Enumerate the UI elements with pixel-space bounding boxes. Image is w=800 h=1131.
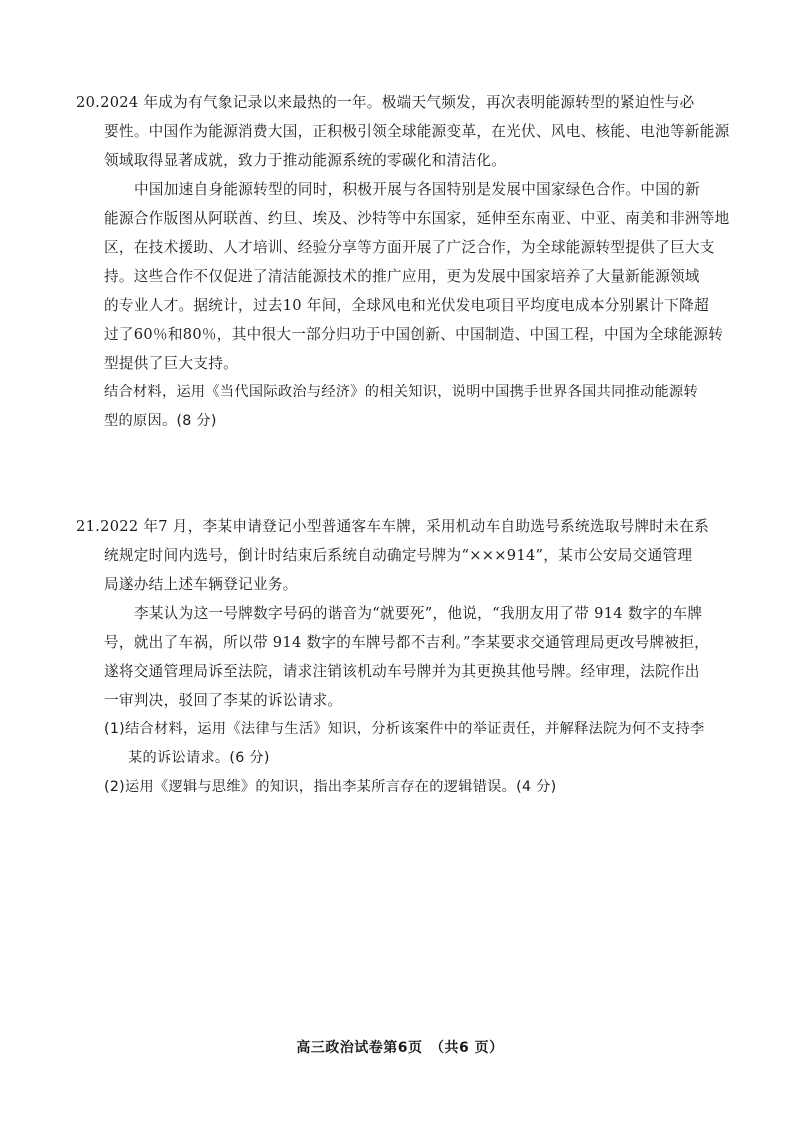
- q20-line-9: 过了60％和80％，其中很大一部分归功于中国创新、中国制造、中国工程，中国为全球能源转: [104, 326, 724, 343]
- q21-sub1-line-2: 某的诉讼请求。(6 分): [128, 750, 270, 766]
- q21-line-2: 统规定时间内选号，倒计时结束后系统自动确定号牌为“×××914”，某市公安局交通管理: [104, 547, 693, 564]
- question-20: [76, 88, 730, 436]
- q21-line-3: 局遂办结上述车辆登记业务。: [104, 576, 298, 593]
- q20-line-1: 20.2024 年成为有气象记录以来最热的一年。极端天气频发，再次表明能源转型的紧迫性与必: [76, 88, 724, 117]
- q21-line-5: 号，就出了车祸，所以带 914 数字的车牌号都不吉利。”李某要求交通管理局更改号牌被拒，: [104, 634, 710, 651]
- q20-line-6: 区，在技术援助、人才培训、经验分享等方面开展了广泛合作，为全球能源转型提供了巨大支: [104, 239, 715, 256]
- q21-line-4: 李某认为这一号牌数字号码的谐音为“就要死”，他说，“我朋友用了带 914 数字的车牌: [134, 605, 703, 622]
- q21-line-6: 遂将交通管理局诉至法院，请求注销该机动车号牌并为其更换其他号牌。经审理，法院作出: [104, 663, 700, 680]
- q20-line-7: 持。这些合作不仅促进了清洁能源技术的推广应用，更为发展中国家培养了大量新能源领域: [104, 268, 700, 285]
- q21-line-7: 一审判决，驳回了李某的诉讼请求。: [104, 692, 343, 709]
- q20-line-5: 能源合作版图从阿联酋、约旦、埃及、沙特等中东国家，延伸至东南亚、中亚、南美和非洲等地: [104, 210, 730, 227]
- q20-line-10: 型提供了巨大支持。: [104, 355, 239, 372]
- q20-line-3: 领域取得显著成就，致力于推动能源系统的零碳化和清洁化。: [104, 152, 507, 169]
- question-21: [76, 512, 724, 802]
- q20-line-2: 要性。中国作为能源消费大国，正积极引领全球能源变革，在光伏、风电、核能、电池等新能源: [104, 123, 730, 140]
- q20-line-4: 中国加速自身能源转型的同时，积极开展与各国特别是发展中国家绿色合作。中国的新: [134, 181, 700, 198]
- q21-sub1-line-1: (1)结合材料，运用《法律与生活》知识，分析该案件中的举证责任，并解释法院为何不支持李: [104, 721, 705, 737]
- q21-number: 21.: [76, 518, 101, 535]
- q20-line-8: 的专业人才。据统计，过去10 年间，全球风电和光伏发电项目平均度电成本分别累计下降超: [104, 297, 709, 314]
- q20-question-line-1: 结合材料，运用《当代国际政治与经济》的相关知识，说明中国携手世界各国共同推动能源转: [104, 384, 698, 400]
- q21-sub2: (2)运用《逻辑与思维》的知识，指出李某所言存在的逻辑错误。(4 分): [104, 779, 557, 795]
- q21-line-1: 21.2022 年7 月，李某申请登记小型普通客车车牌，采用机动车自助选号系统选取号牌时未在系: [76, 512, 724, 541]
- q20-number: 20.: [76, 94, 101, 111]
- page-footer: 高三政治试卷第6页 （共6 页）: [296, 1040, 504, 1056]
- q20-question-line-2: 型的原因。(8 分): [104, 413, 217, 429]
